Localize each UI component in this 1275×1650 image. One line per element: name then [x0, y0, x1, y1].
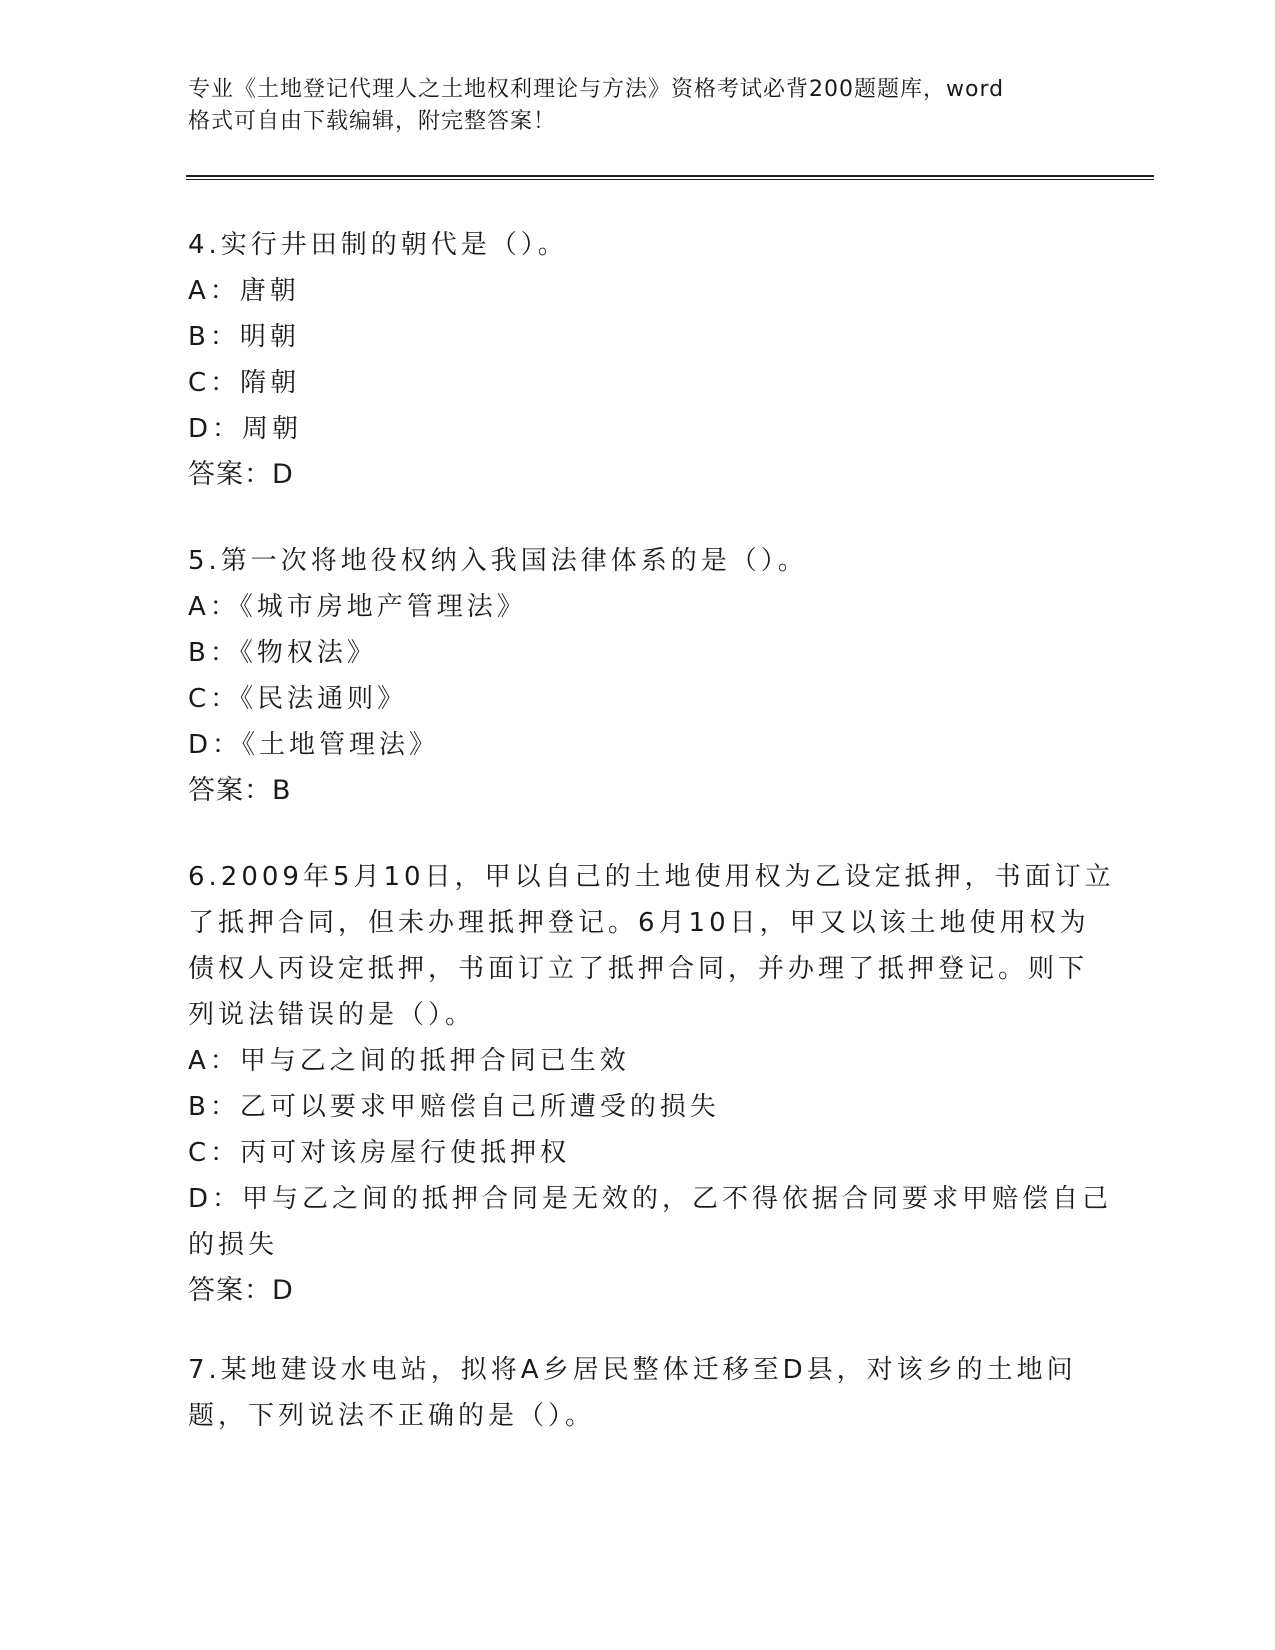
answer: 答案：D [188, 1275, 294, 1306]
option-line: 的损失 [188, 1230, 279, 1260]
stem-line: 5.第一次将地役权纳入我国法律体系的是（）。 [188, 546, 808, 576]
option-a [188, 1038, 1088, 1084]
question-5 [188, 538, 1088, 814]
stem-line: 7.某地建设水电站，拟将A乡居民整体迁移至D县，对该乡的土地问 [188, 1355, 1077, 1385]
option-d [188, 722, 1088, 768]
option-line: B：乙可以要求甲赔偿自己所遭受的损失 [188, 1092, 720, 1122]
option-a [188, 584, 1088, 630]
option-line: C：《民法通则》 [188, 684, 408, 714]
question-7 [188, 1347, 1088, 1439]
stem-line: 4.实行井田制的朝代是（）。 [188, 230, 568, 260]
option-c [188, 360, 1088, 406]
option-line: A：甲与乙之间的抵押合同已生效 [188, 1046, 630, 1076]
header-line-2: 格式可自由下载编辑，附完整答案！ [188, 109, 557, 134]
stem-line: 债权人丙设定抵押，书面订立了抵押合同，并办理了抵押登记。则下 [188, 954, 1089, 984]
header-line-1: 专业《土地登记代理人之土地权利理论与方法》资格考试必背200题题库，word [188, 77, 1005, 102]
option-b [188, 630, 1088, 676]
option-line: A：唐朝 [188, 276, 300, 306]
option-d [188, 406, 1088, 452]
stem-line: 了抵押合同，但未办理抵押登记。6月10日，甲又以该土地使用权为 [188, 908, 1090, 938]
option-b [188, 314, 1088, 360]
option-line: C：丙可对该房屋行使抵押权 [188, 1138, 571, 1168]
option-a [188, 268, 1088, 314]
option-line: A：《城市房地产管理法》 [188, 592, 527, 622]
option-line: D：甲与乙之间的抵押合同是无效的，乙不得依据合同要求甲赔偿自己 [188, 1184, 1113, 1214]
option-c [188, 676, 1088, 722]
question-4 [188, 222, 1088, 498]
question-stem [188, 1347, 1088, 1439]
option-c [188, 1130, 1088, 1176]
option-line: B：明朝 [188, 322, 300, 352]
question-stem [188, 538, 1088, 584]
question-stem [188, 854, 1115, 1038]
stem-line: 列说法错误的是（）。 [188, 1000, 476, 1030]
option-line: D：《土地管理法》 [188, 730, 440, 760]
stem-line: 6.2009年5月10日，甲以自己的土地使用权为乙设定抵押，书面订立 [188, 862, 1115, 892]
answer: 答案：B [188, 775, 292, 806]
answer: 答案：D [188, 459, 294, 490]
option-line: C：隋朝 [188, 368, 301, 398]
option-b [188, 1084, 1088, 1130]
option-line: D：周朝 [188, 414, 303, 444]
option-d [188, 1176, 1113, 1268]
header-divider [186, 175, 1154, 180]
document-header [188, 74, 1068, 138]
question-6 [188, 854, 1115, 1314]
stem-line: 题，下列说法不正确的是（）。 [188, 1401, 596, 1431]
option-line: B：《物权法》 [188, 638, 377, 668]
question-stem [188, 222, 1088, 268]
